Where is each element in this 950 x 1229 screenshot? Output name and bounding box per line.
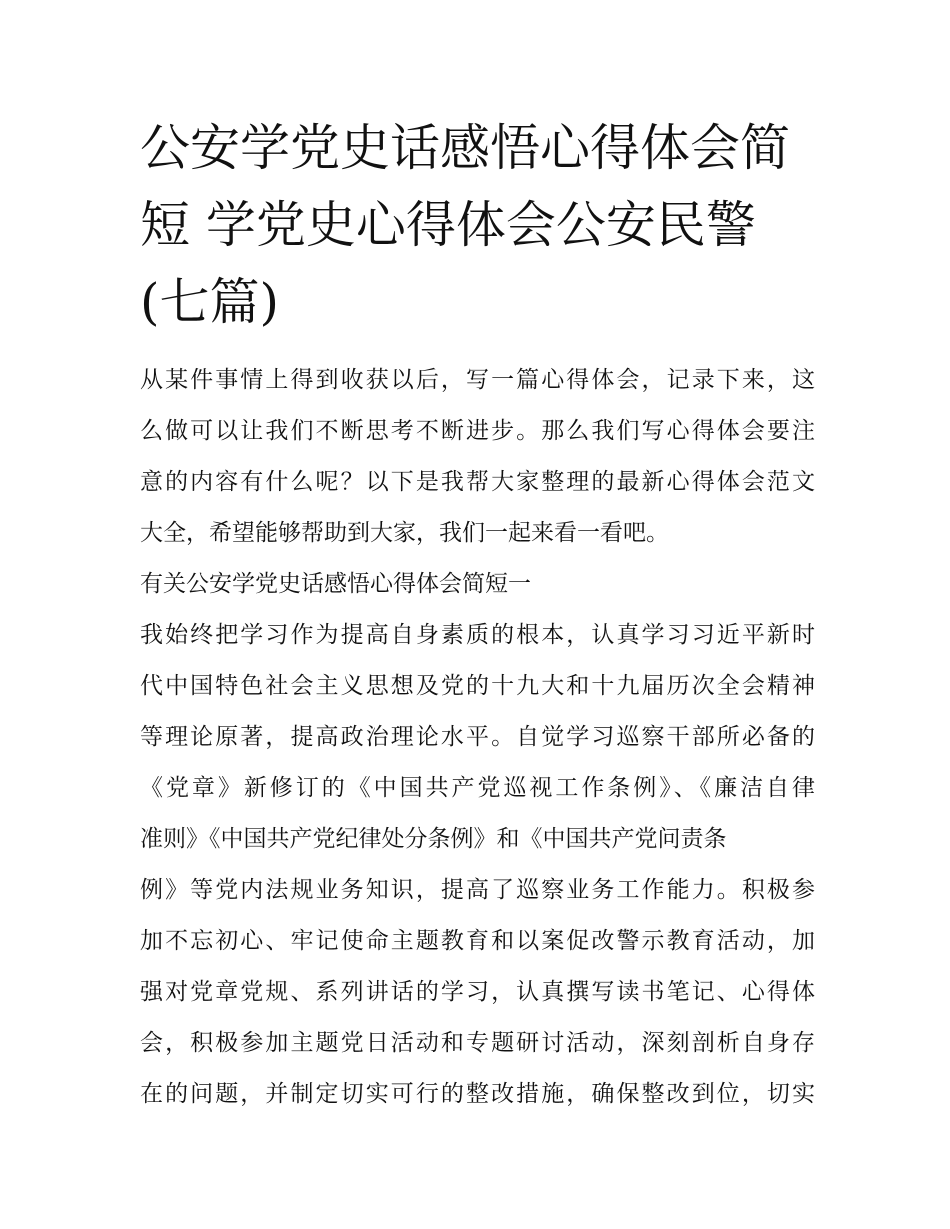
intro-line: 从某件事情上得到收获以后，写一篇心得体会，记录下来，这 (140, 367, 815, 393)
section-line: 我始终把学习作为提高自身素质的根本，认真学习习近平新时 (140, 622, 815, 648)
intro-paragraph (140, 355, 815, 559)
section-line: 强对党章党规、系列讲话的学习，认真撰写读书笔记、心得体 (140, 979, 815, 1005)
section-line: 加不忘初心、牢记使命主题教育和以案促改警示教育活动，加 (140, 928, 815, 954)
title-line: 短 学党史心得体会公安民警 (140, 196, 756, 254)
intro-line: 意的内容有什么呢？以下是我帮大家整理的最新心得体会范文 (140, 469, 815, 495)
intro-line: 大全，希望能够帮助到大家，我们一起来看一看吧。 (140, 520, 669, 546)
document-body (140, 355, 815, 1120)
section-line: 《党章》新修订的《中国共产党巡视工作条例》、《廉洁自律 (140, 775, 815, 801)
section-line: 准则》《中国共产党纪律处分条例》和《中国共产党问责条 (140, 826, 727, 852)
section-line: 例》等党内法规业务知识，提高了巡察业务工作能力。积极参 (140, 877, 815, 903)
section-line: 代中国特色社会主义思想及党的十九大和十九届历次全会精神 (140, 673, 815, 699)
section-line: 等理论原著，提高政治理论水平。自觉学习巡察干部所必备的 (140, 724, 815, 750)
section-line: 在的问题，并制定切实可行的整改措施，确保整改到位，切实 (140, 1081, 815, 1107)
title-line: 公安学党史话感悟心得体会简 (140, 119, 790, 177)
section-paragraph (140, 610, 815, 1120)
document-title (140, 110, 820, 341)
section-line: 会，积极参加主题党日活动和专题研讨活动，深刻剖析自身存 (140, 1030, 815, 1056)
section-heading: 有关公安学党史话感悟心得体会简短一 (140, 571, 531, 597)
title-line: (七篇) (140, 273, 280, 331)
intro-line: 么做可以让我们不断思考不断进步。那么我们写心得体会要注 (140, 418, 815, 444)
